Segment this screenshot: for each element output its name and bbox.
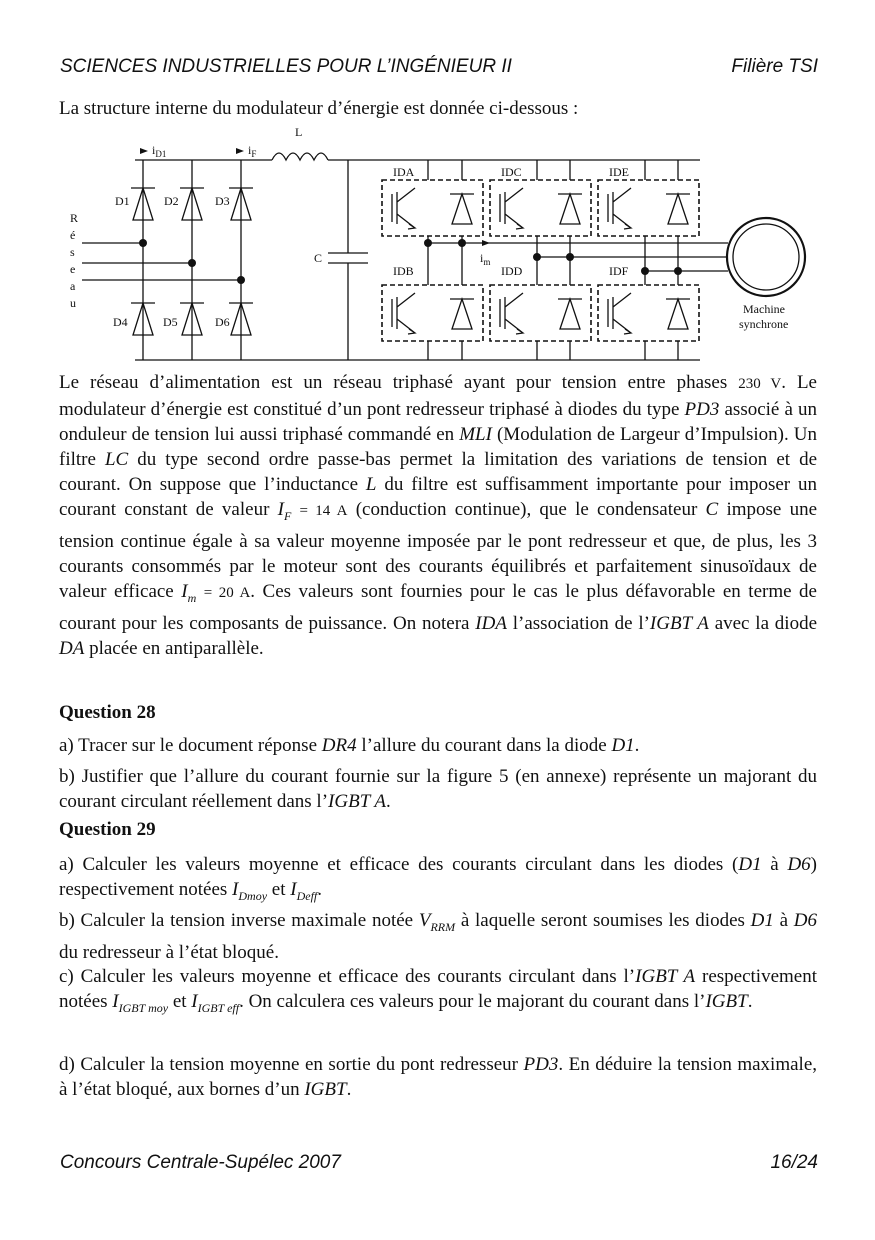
label-diode-d2: D2 xyxy=(164,194,179,208)
label-reseau-4: a xyxy=(70,279,76,293)
question-29-c: c) Calculer les valeurs moyenne et efficace des courants circulant dans l’IGBT A respectivement notées $I_{IGBT moy}$ et $I_{IGBT eff}$. On calculera ces valeurs pour le majorant du courant dans l’IGBT. xyxy=(59,966,818,1015)
label-switch-ide: IDE xyxy=(609,165,629,179)
question-28-b: b) Justifier que l’allure du courant fournie sur la figure 5 (en annexe) représente un majorant du courant circulant réellement dans l’IGBT A. xyxy=(59,766,817,812)
question-29-d: d) Calculer la tension moyenne en sortie du pont redresseur PD3. En déduire la tension maximale, à l’état bloqué, aux bornes d’un IGBT. xyxy=(59,1054,818,1100)
header-title: SCIENCES INDUSTRIELLES POUR L’INGÉNIEUR II xyxy=(60,56,512,77)
question-29-title: Question 29 xyxy=(59,819,156,840)
question-28-title: Question 28 xyxy=(59,702,156,723)
question-28-a: a) Tracer sur le document réponse DR4 l’allure du courant dans la diode D1. xyxy=(59,735,640,756)
label-capacitor: C xyxy=(314,251,323,265)
label-machine-1: Machine xyxy=(743,302,785,316)
header-filiere: Filière TSI xyxy=(731,56,818,77)
footer-page-number: 16/24 xyxy=(770,1152,818,1173)
circuit-diagram xyxy=(60,120,820,365)
label-reseau-5: u xyxy=(70,296,76,310)
label-reseau-2: s xyxy=(70,245,75,259)
question-29-b: b) Calculer la tension inverse maximale notée $V_{RRM}$ à laquelle seront soumises les diodes D1 à D6 du redresseur à l’état bloqué. xyxy=(59,910,818,963)
label-diode-d5: D5 xyxy=(163,315,178,329)
label-diode-d1: D1 xyxy=(115,194,130,208)
footer-contest: Concours Centrale-Supélec 2007 xyxy=(60,1152,341,1173)
label-iF: $i_F$ xyxy=(248,143,257,159)
label-diode-d6: D6 xyxy=(215,315,230,329)
label-inductor: L xyxy=(295,125,303,139)
label-switch-idb: IDB xyxy=(393,264,414,278)
label-reseau-3: e xyxy=(70,262,76,276)
label-im: $i_m$ xyxy=(480,251,491,267)
label-reseau-0: R xyxy=(70,211,79,225)
label-switch-idf: IDF xyxy=(609,264,629,278)
question-29-a: a) Calculer les valeurs moyenne et efficace des courants circulant dans les diodes (D1 à D6) respectivement notées $I_{Dmoy}$ et $I_{Deff}$. xyxy=(59,854,817,903)
label-diode-d4: D4 xyxy=(113,315,128,329)
label-switch-idd: IDD xyxy=(501,264,523,278)
label-switch-idc: IDC xyxy=(501,165,522,179)
label-switch-ida: IDA xyxy=(393,165,415,179)
intro-sentence: La structure interne du modulateur d’énergie est donnée ci-dessous : xyxy=(59,98,579,119)
label-diode-d3: D3 xyxy=(215,194,230,208)
description-paragraph: Le réseau d’alimentation est un réseau triphasé ayant pour tension entre phases 230 V. Le modulateur d’énergie est constitué d’un pont redresseur triphasé à diodes du type PD3 associé à un onduleur de tension lui aussi triphasé commandé en MLI (Modulation de Largeur d’Impulsion). Un filtre LC du type second ordre passe-bas permet la limitation des variations de tension et de courant. On suppose que l’inductance L du filtre est suffisamment importante pour imposer un courant constant de valeur $I_F = 14$ A (conduction continue), que le condensateur C impose une tension continue égale à sa valeur moyenne imposée par le pont redresseur et que, de plus, les 3 courants consommés par le moteur sont des courants équilibrés et parfaitement sinusoïdaux de valeur efficace $I_m = 20$ A. Ces valeurs sont fournies pour le cas le plus défavorable en terme de courant pour les composants de puissance. On notera IDA l’association de l’IGBT A avec la diode DA placée en antiparallèle. xyxy=(59,372,818,659)
label-machine-2: synchrone xyxy=(739,317,789,331)
label-reseau-1: é xyxy=(70,228,76,242)
label-iD1: $i_{D1}$ xyxy=(152,143,167,159)
